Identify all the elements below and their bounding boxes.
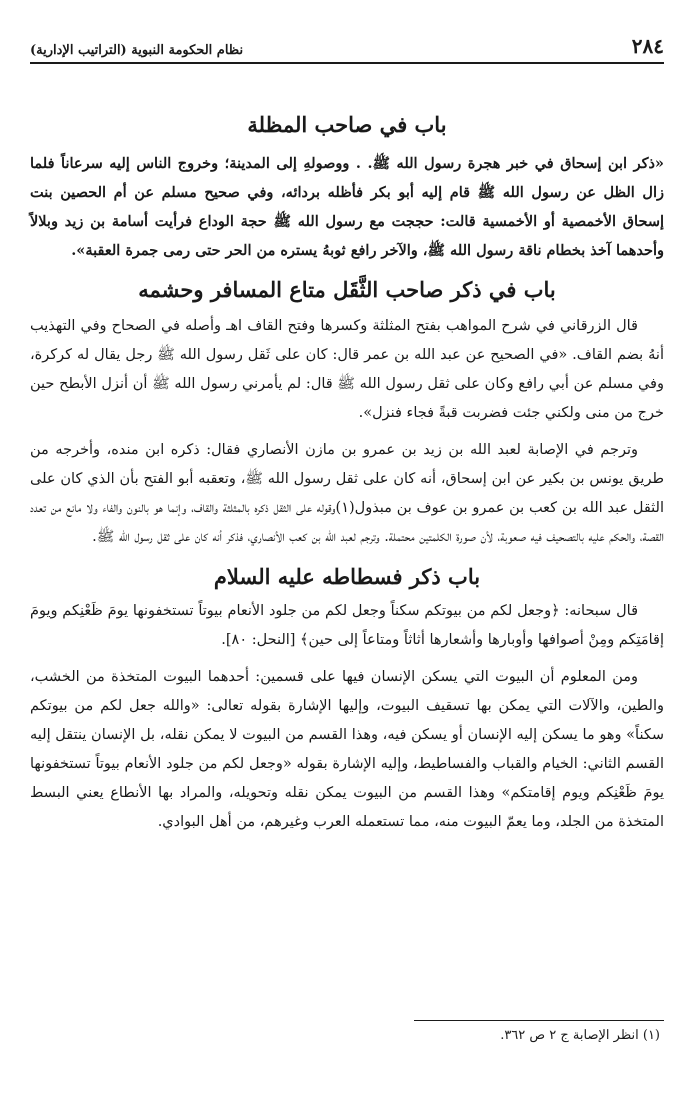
section-title-tent: باب ذكر فسطاطه عليه السلام bbox=[213, 564, 481, 589]
paragraph-tent-2: ومن المعلوم أن البيوت التي يسكن الإنسان فيها على قسمين: أحدهما البيوت المتخذة من الخشب، والطين، والآلات التي يمكن بها تسقيف البيوت، وإليها الإشارة بقوله تعالى: «والله جعل لكم من بيوتكم سكناً» وهو ما يسكن إليه الإنسان أو يسكن فيه، وهذا القسم من البيوت لا يمكن نقله، بل الإنسان ينتقل إليه القسم الثاني: الخيام والقباب والفساطيط، وإليه الإشارة بقوله «وجعل لكم من جلود الأنعام بيوتاً تستخفونها يومَ ظَعْنِكم ويوم إقامتكم» وهذا القسم من البيوت يمكن نقله وتحويله، والمراد بها الأنطاع يعني البسط المتخذة من الجلد، وما يعمّ البيوت منه، مما تستعمله العرب وغيرهم، من أهل البوادي. bbox=[30, 669, 664, 830]
running-title: نظام الحكومة النبوية (التراتيب الإدارية) bbox=[30, 43, 244, 58]
paragraph-canopy: «ذكر ابن إسحاق في خبر هجرة رسول الله ﷺ. . ووصولهِ إلى المدينة؛ وخروج الناس إليه سرعاناً فلما زال الظل عن رسول الله ﷺ قام إليه أبو بكر فأظله بردائه، وفي صحيح مسلم عن أم الحصين بنت إسحاق الأخمصية أو الأخمسية قالت: حججت مع رسول الله ﷺ حجة الوداع فرأيت أسامة بن زيد وبلالاً وأحدهما آخذ بخطام ناقة رسول الله ﷺ، والآخر رافع ثوبهُ يستره من الحر حتى رمى جمرة العقبة». bbox=[30, 155, 664, 259]
paragraph-tent-1: قال سبحانه: ﴿وجعل لكم من بيوتكم سكناً وجعل لكم من جلود الأنعام بيوتاً تستخفونها يومَ ظَعْنِكم ويومَ إقامَتِكم ومِنْ أصوافها وأوبارها وأشعارها أثاثاً ومتاعاً إلى حين﴾ [النحل: ٨٠]. bbox=[30, 603, 664, 648]
section-title-baggage: باب في ذكر صاحب الثَّقَل متاع المسافر وحشمه bbox=[138, 277, 556, 302]
section-title-canopy: باب في صاحب المظلة bbox=[247, 112, 447, 137]
footnote: (١) انظر الإصابة ج ٢ ص ٣٦٢. bbox=[500, 1028, 660, 1043]
book-page bbox=[30, 30, 664, 837]
page-number: ٢٨٤ bbox=[631, 34, 664, 58]
paragraph-baggage-1: قال الزرقاني في شرح المواهب بفتح المثلثة وكسرها وفتح القاف اهـ وأصله في الصحاح وفي التهذيب أنهُ بضم القاف. «في الصحيح عن عبد الله بن عمر قال: كان على ثَقل رسول الله ﷺ رجل يقال له كركرة، وفي مسلم عن أبي رافع وكان على ثقل رسول الله ﷺ قال: لم يأمرني رسول الله ﷺ أن أنزل الأبطح حين خرج من منى ولكني جئت فضربت قبةً فجاء فنزل». bbox=[30, 318, 664, 421]
page-header bbox=[30, 30, 664, 64]
footnote-divider bbox=[414, 1020, 664, 1021]
paragraph-baggage-2: وترجم في الإصابة لعبد الله بن زيد بن عمرو بن مازن الأنصاري فقال: ذكره ابن منده، وأخرجه من طريق يونس بن بكير عن ابن إسحاق، أنه كان على ثقل رسول الله ﷺ، وتعقبه أبو الفتح بأن الذي كان على الثقل عبد الله بن كعب بن عمرو بن عوف بن مبذول(١)وقوله على الثقل ذكره بالمثلثة والقاف، وإنما هو بالنون والفاء ولا مانع من تعدد القصة، والحكم عليه بالتصحيف فيه صعوبة، لأن صورة الكلمتين محتملة. وترجم لعبد الله بن كعب الأنصاري، فذكر أنه كان على ثقل رسول الله ﷺ. bbox=[30, 442, 664, 545]
